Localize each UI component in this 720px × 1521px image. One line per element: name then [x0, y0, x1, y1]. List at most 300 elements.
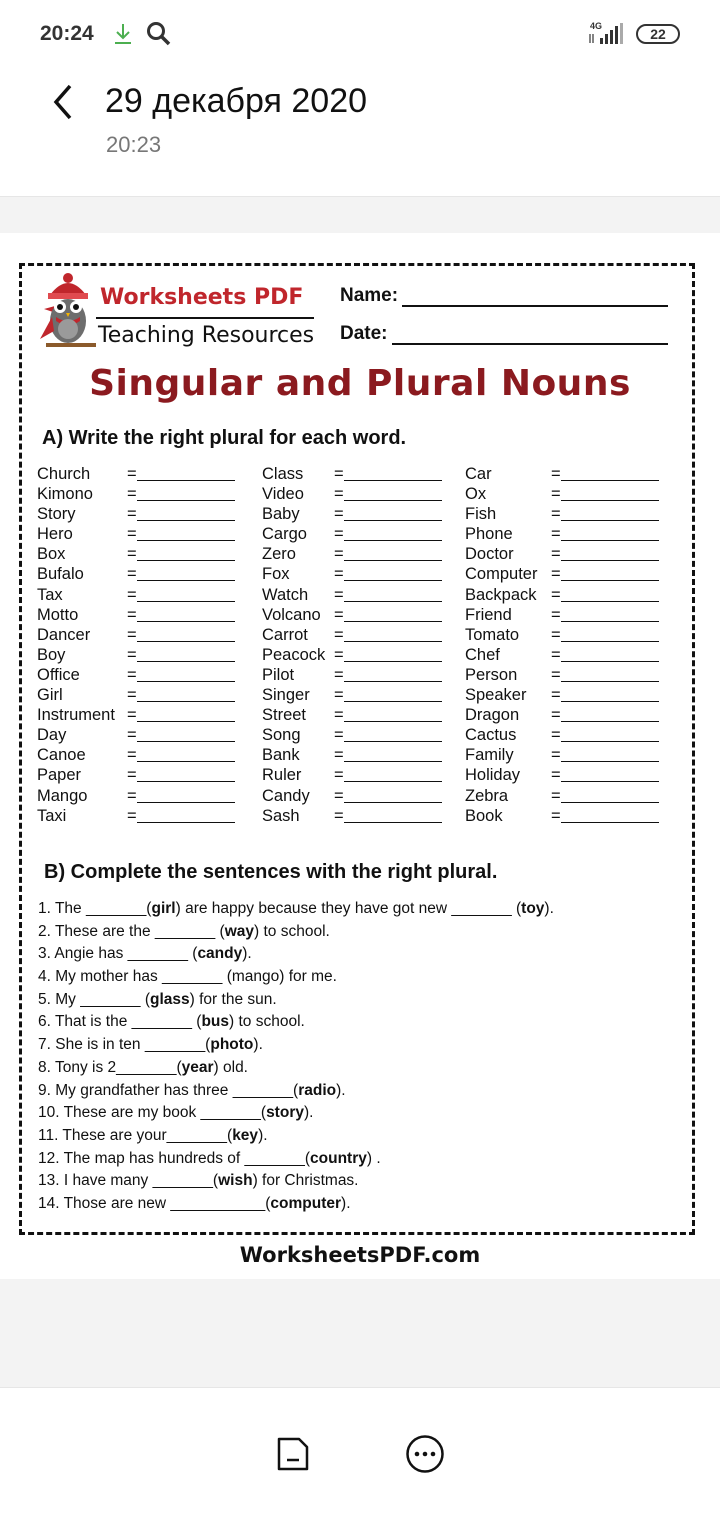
word-label: Motto	[37, 605, 79, 624]
equals-sign: =	[551, 485, 561, 504]
equals-sign: =	[551, 525, 561, 544]
answer-line	[344, 661, 442, 662]
answer-line	[561, 741, 659, 742]
answer-line	[137, 802, 235, 803]
equals-sign: =	[127, 585, 137, 604]
equals-sign: =	[334, 665, 344, 684]
sentence-keyword: way	[224, 922, 255, 940]
word-label: Sash	[262, 806, 300, 825]
word-row	[465, 545, 661, 565]
word-column-3	[465, 465, 661, 827]
sentence-text: 5. My _______ (	[38, 990, 151, 1008]
answer-line	[344, 520, 442, 521]
word-label: Zero	[262, 545, 296, 564]
answer-line	[344, 721, 442, 722]
equals-sign: =	[127, 706, 137, 725]
word-row	[262, 686, 444, 706]
equals-sign: =	[334, 545, 344, 564]
word-row	[262, 545, 444, 565]
sentence-text: ).	[544, 900, 554, 917]
word-row	[465, 606, 661, 626]
sentence-text: 13. I have many _______(	[38, 1172, 219, 1190]
word-row	[465, 766, 661, 786]
sentence-item	[38, 1036, 554, 1059]
word-row	[37, 505, 237, 525]
word-label: Tax	[37, 585, 63, 604]
sentence-item	[38, 945, 554, 968]
answer-line	[561, 520, 659, 521]
equals-sign: =	[127, 545, 137, 564]
answer-line	[561, 781, 659, 782]
answer-line	[344, 601, 442, 602]
sentence-item	[38, 1082, 554, 1105]
word-label: Video	[262, 485, 304, 504]
word-label: Holiday	[465, 766, 521, 785]
equals-sign: =	[334, 766, 344, 785]
word-row	[465, 726, 661, 746]
sentence-text: ).	[303, 1104, 314, 1122]
sentence-text: 6. That is the _______ (	[38, 1013, 202, 1031]
word-row	[37, 485, 237, 505]
word-row	[262, 766, 444, 786]
word-label: Car	[465, 465, 492, 483]
answer-line	[344, 781, 442, 782]
answer-line	[137, 741, 235, 742]
word-label: Candy	[262, 786, 310, 805]
bottom-bar	[0, 1387, 720, 1521]
word-label: Doctor	[465, 545, 514, 564]
sentence-keyword: computer	[270, 1194, 342, 1212]
logo-subtitle: Teaching Resources	[98, 323, 315, 348]
answer-line	[137, 540, 235, 541]
word-row	[465, 686, 661, 706]
word-row	[37, 726, 237, 746]
word-row	[262, 606, 444, 626]
word-column-1	[37, 465, 237, 827]
sentence-text: ) .	[366, 1149, 381, 1167]
sentence-item	[38, 1150, 554, 1173]
equals-sign: =	[334, 605, 344, 624]
word-row	[262, 485, 444, 505]
equals-sign: =	[127, 625, 137, 644]
word-row	[37, 746, 237, 766]
sentence-keyword: country	[310, 1149, 367, 1167]
equals-sign: =	[334, 625, 344, 644]
equals-sign: =	[334, 525, 344, 544]
sentence-text: 7. She is in ten _______(	[38, 1036, 211, 1054]
word-row	[465, 626, 661, 646]
word-label: Office	[37, 665, 80, 684]
equals-sign: =	[551, 766, 561, 785]
answer-line	[137, 822, 235, 823]
word-label: Zebra	[465, 786, 509, 805]
answer-line	[344, 560, 442, 561]
sentence-text: ).	[242, 945, 252, 963]
equals-sign: =	[334, 746, 344, 765]
sentence-item	[38, 923, 554, 946]
sentence-keyword: story	[266, 1104, 304, 1122]
sentence-item	[38, 1013, 554, 1036]
word-label: Baby	[262, 505, 300, 524]
word-row	[465, 807, 661, 827]
answer-line	[561, 822, 659, 823]
status-time: 20:24	[40, 22, 94, 45]
sentence-list	[38, 900, 554, 1218]
equals-sign: =	[334, 565, 344, 584]
word-label: Family	[465, 746, 514, 765]
equals-sign: =	[551, 786, 561, 805]
answer-line	[561, 621, 659, 622]
word-label: Box	[37, 545, 66, 564]
sentence-item	[38, 900, 554, 923]
equals-sign: =	[127, 565, 137, 584]
signal-icon	[588, 20, 628, 53]
worksheet-title: Singular and Plural Nouns	[89, 363, 631, 404]
word-label: Dragon	[465, 706, 520, 725]
equals-sign: =	[334, 585, 344, 604]
answer-line	[344, 822, 442, 823]
equals-sign: =	[334, 505, 344, 524]
image-viewer[interactable]	[0, 197, 720, 1387]
sentence-text: 3. Angie has _______ (	[38, 945, 198, 963]
logo-divider	[96, 317, 314, 319]
word-row	[37, 686, 237, 706]
word-label: Volcano	[262, 605, 321, 624]
search-icon	[146, 21, 172, 52]
page-title: 29 декабря 2020	[105, 82, 368, 120]
equals-sign: =	[127, 766, 137, 785]
word-row	[262, 787, 444, 807]
word-label: Story	[37, 505, 76, 524]
word-row	[262, 646, 444, 666]
answer-line	[344, 641, 442, 642]
equals-sign: =	[127, 746, 137, 765]
sentence-keyword: year	[181, 1058, 214, 1076]
word-label: Dancer	[37, 625, 91, 644]
download-icon	[112, 22, 134, 51]
logo-title: Worksheets PDF	[100, 285, 304, 310]
equals-sign: =	[127, 465, 137, 483]
word-row	[262, 565, 444, 585]
equals-sign: =	[551, 505, 561, 524]
sentence-item	[38, 1127, 554, 1150]
equals-sign: =	[334, 645, 344, 664]
answer-line	[344, 802, 442, 803]
word-label: Instrument	[37, 706, 115, 725]
answer-line	[561, 802, 659, 803]
answer-line	[137, 721, 235, 722]
page-subtitle: 20:23	[106, 132, 162, 157]
document-icon	[275, 1436, 311, 1472]
word-label: Day	[37, 726, 67, 745]
sentence-text: 11. These are your_______(	[38, 1126, 233, 1144]
answer-line	[344, 621, 442, 622]
word-row	[262, 586, 444, 606]
sentence-text: 12. The map has hundreds of _______(	[38, 1149, 311, 1167]
answer-line	[561, 560, 659, 561]
sentence-keyword: toy	[521, 900, 545, 917]
equals-sign: =	[127, 786, 137, 805]
sentence-text: 1. The _______(	[38, 900, 152, 917]
word-label: Chef	[465, 645, 500, 664]
answer-line	[561, 661, 659, 662]
word-label: Cargo	[262, 525, 307, 544]
equals-sign: =	[334, 465, 344, 483]
word-row	[37, 626, 237, 646]
word-label: Friend	[465, 605, 512, 624]
answer-line	[344, 480, 442, 481]
answer-line	[561, 701, 659, 702]
word-row	[37, 465, 237, 485]
word-row	[262, 505, 444, 525]
word-row	[262, 626, 444, 646]
sentence-text: 10. These are my book _______(	[38, 1104, 267, 1122]
word-label: Fox	[262, 565, 290, 584]
word-label: Person	[465, 665, 518, 684]
sentence-text: ) to school.	[254, 922, 330, 940]
word-label: Computer	[465, 565, 538, 584]
word-label: Ruler	[262, 766, 302, 785]
answer-line	[137, 500, 235, 501]
equals-sign: =	[551, 625, 561, 644]
word-label: Tomato	[465, 625, 520, 644]
answer-line	[561, 580, 659, 581]
equals-sign: =	[551, 746, 561, 765]
back-button[interactable]	[48, 82, 80, 122]
answer-line	[137, 601, 235, 602]
equals-sign: =	[127, 645, 137, 664]
equals-sign: =	[334, 485, 344, 504]
sentence-text: ) to school.	[229, 1013, 305, 1031]
word-label: Street	[262, 706, 307, 725]
word-label: Girl	[37, 686, 63, 705]
answer-line	[137, 641, 235, 642]
date-label: Date:	[340, 323, 388, 344]
answer-line	[561, 540, 659, 541]
word-label: Phone	[465, 525, 513, 544]
answer-line	[561, 480, 659, 481]
equals-sign: =	[551, 726, 561, 745]
word-row	[465, 706, 661, 726]
sentence-text: ).	[341, 1194, 351, 1212]
word-row	[37, 586, 237, 606]
word-row	[262, 666, 444, 686]
word-label: Class	[262, 465, 304, 483]
word-label: Boy	[37, 645, 66, 664]
equals-sign: =	[334, 706, 344, 725]
word-label: Hero	[37, 525, 73, 544]
sentence-text: ).	[336, 1081, 346, 1099]
word-row	[465, 465, 661, 485]
word-row	[37, 545, 237, 565]
answer-line	[137, 761, 235, 762]
word-row	[37, 766, 237, 786]
answer-line	[137, 681, 235, 682]
chevron-left-icon	[48, 82, 80, 122]
sentence-text: 9. My grandfather has three _______(	[38, 1081, 299, 1099]
word-label: Singer	[262, 686, 310, 705]
word-row	[465, 746, 661, 766]
word-label: Peacock	[262, 645, 326, 664]
date-line	[392, 343, 668, 345]
sentence-keyword: bus	[201, 1013, 230, 1031]
sentence-keyword: candy	[197, 945, 243, 963]
answer-line	[137, 781, 235, 782]
sentence-keyword: girl	[151, 900, 176, 917]
word-row	[37, 706, 237, 726]
word-row	[465, 586, 661, 606]
word-row	[262, 807, 444, 827]
sentence-keyword: wish	[218, 1172, 253, 1190]
word-row	[465, 525, 661, 545]
sentence-item	[38, 1104, 554, 1127]
equals-sign: =	[551, 686, 561, 705]
answer-line	[344, 681, 442, 682]
sentence-text: ) are happy because they have got new _______ (	[175, 900, 522, 917]
equals-sign: =	[127, 605, 137, 624]
equals-sign: =	[127, 686, 137, 705]
equals-sign: =	[334, 726, 344, 745]
equals-sign: =	[551, 806, 561, 825]
equals-sign: =	[551, 645, 561, 664]
answer-line	[137, 621, 235, 622]
section-b-heading: B) Complete the sentences with the right plural.	[44, 861, 498, 883]
sentence-keyword: radio	[298, 1081, 337, 1099]
answer-line	[137, 661, 235, 662]
answer-line	[137, 520, 235, 521]
equals-sign: =	[127, 485, 137, 504]
word-row	[37, 787, 237, 807]
header	[0, 70, 720, 197]
word-row	[465, 787, 661, 807]
word-row	[37, 565, 237, 585]
word-label: Carrot	[262, 625, 308, 644]
word-label: Ox	[465, 485, 487, 504]
answer-line	[561, 641, 659, 642]
word-label: Fish	[465, 505, 497, 524]
sentence-item	[38, 968, 554, 991]
answer-line	[137, 560, 235, 561]
answer-line	[137, 580, 235, 581]
answer-line	[561, 601, 659, 602]
sentence-text: 14. Those are new ___________(	[38, 1194, 271, 1212]
sentence-text: 8. Tony is 2_______(	[38, 1058, 182, 1076]
answer-line	[561, 681, 659, 682]
word-row	[262, 465, 444, 485]
word-row	[465, 666, 661, 686]
answer-line	[561, 721, 659, 722]
network-type: 4G	[590, 21, 603, 31]
equals-sign: =	[334, 786, 344, 805]
equals-sign: =	[551, 665, 561, 684]
equals-sign: =	[127, 726, 137, 745]
equals-sign: =	[551, 585, 561, 604]
worksheet-image	[0, 233, 720, 1279]
equals-sign: =	[551, 545, 561, 564]
equals-sign: =	[127, 525, 137, 544]
answer-line	[344, 701, 442, 702]
status-bar	[0, 0, 720, 70]
word-row	[37, 606, 237, 626]
word-row	[262, 525, 444, 545]
word-label: Pilot	[262, 665, 295, 684]
equals-sign: =	[551, 465, 561, 483]
sentence-text: ) for the sun.	[189, 990, 277, 1008]
word-label: Watch	[262, 585, 309, 604]
word-column-2	[262, 465, 444, 827]
word-row	[37, 646, 237, 666]
answer-line	[137, 701, 235, 702]
equals-sign: =	[127, 505, 137, 524]
sentence-text: ) for Christmas.	[252, 1172, 359, 1190]
sentence-text: 2. These are the _______ (	[38, 922, 225, 940]
sentence-text: ).	[258, 1126, 268, 1144]
word-label: Speaker	[465, 686, 527, 705]
word-row	[465, 505, 661, 525]
equals-sign: =	[551, 706, 561, 725]
equals-sign: =	[127, 665, 137, 684]
sentence-keyword: key	[232, 1126, 259, 1144]
word-row	[262, 706, 444, 726]
more-icon	[405, 1434, 445, 1474]
word-label: Canoe	[37, 746, 86, 765]
word-label: Backpack	[465, 585, 537, 604]
owl-logo-icon	[36, 273, 100, 370]
equals-sign: =	[551, 565, 561, 584]
equals-sign: =	[334, 686, 344, 705]
worksheet-footer: WorksheetsPDF.com	[239, 1243, 481, 1267]
word-label: Paper	[37, 766, 82, 785]
more-button[interactable]	[405, 1434, 445, 1479]
word-label: Song	[262, 726, 301, 745]
word-row	[37, 525, 237, 545]
word-row	[37, 666, 237, 686]
word-label: Mango	[37, 786, 88, 805]
word-label: Cactus	[465, 726, 517, 745]
answer-line	[137, 480, 235, 481]
answer-line	[344, 761, 442, 762]
word-label: Bank	[262, 746, 300, 765]
word-row	[465, 485, 661, 505]
name-line	[402, 305, 668, 307]
sentence-keyword: photo	[210, 1036, 254, 1054]
word-row	[37, 807, 237, 827]
equals-sign: =	[551, 605, 561, 624]
answer-line	[344, 500, 442, 501]
answer-line	[344, 580, 442, 581]
equals-sign: =	[127, 806, 137, 825]
sentence-item	[38, 1172, 554, 1195]
section-a-heading: A) Write the right plural for each word.	[42, 427, 407, 449]
word-row	[465, 646, 661, 666]
word-row	[262, 726, 444, 746]
sentence-keyword: glass	[150, 990, 190, 1008]
word-label: Church	[37, 465, 91, 483]
word-label: Kimono	[37, 485, 93, 504]
sentence-item	[38, 991, 554, 1014]
sentence-text: ) old.	[213, 1058, 248, 1076]
word-row	[262, 746, 444, 766]
word-label: Book	[465, 806, 503, 825]
document-button[interactable]	[275, 1436, 311, 1477]
sentence-item	[38, 1195, 554, 1218]
battery-icon: 22	[636, 24, 680, 44]
equals-sign: =	[334, 806, 344, 825]
sentence-text: 4. My mother has _______ (mango) for me.	[38, 968, 337, 986]
word-label: Taxi	[37, 806, 67, 825]
answer-line	[561, 500, 659, 501]
answer-line	[561, 761, 659, 762]
